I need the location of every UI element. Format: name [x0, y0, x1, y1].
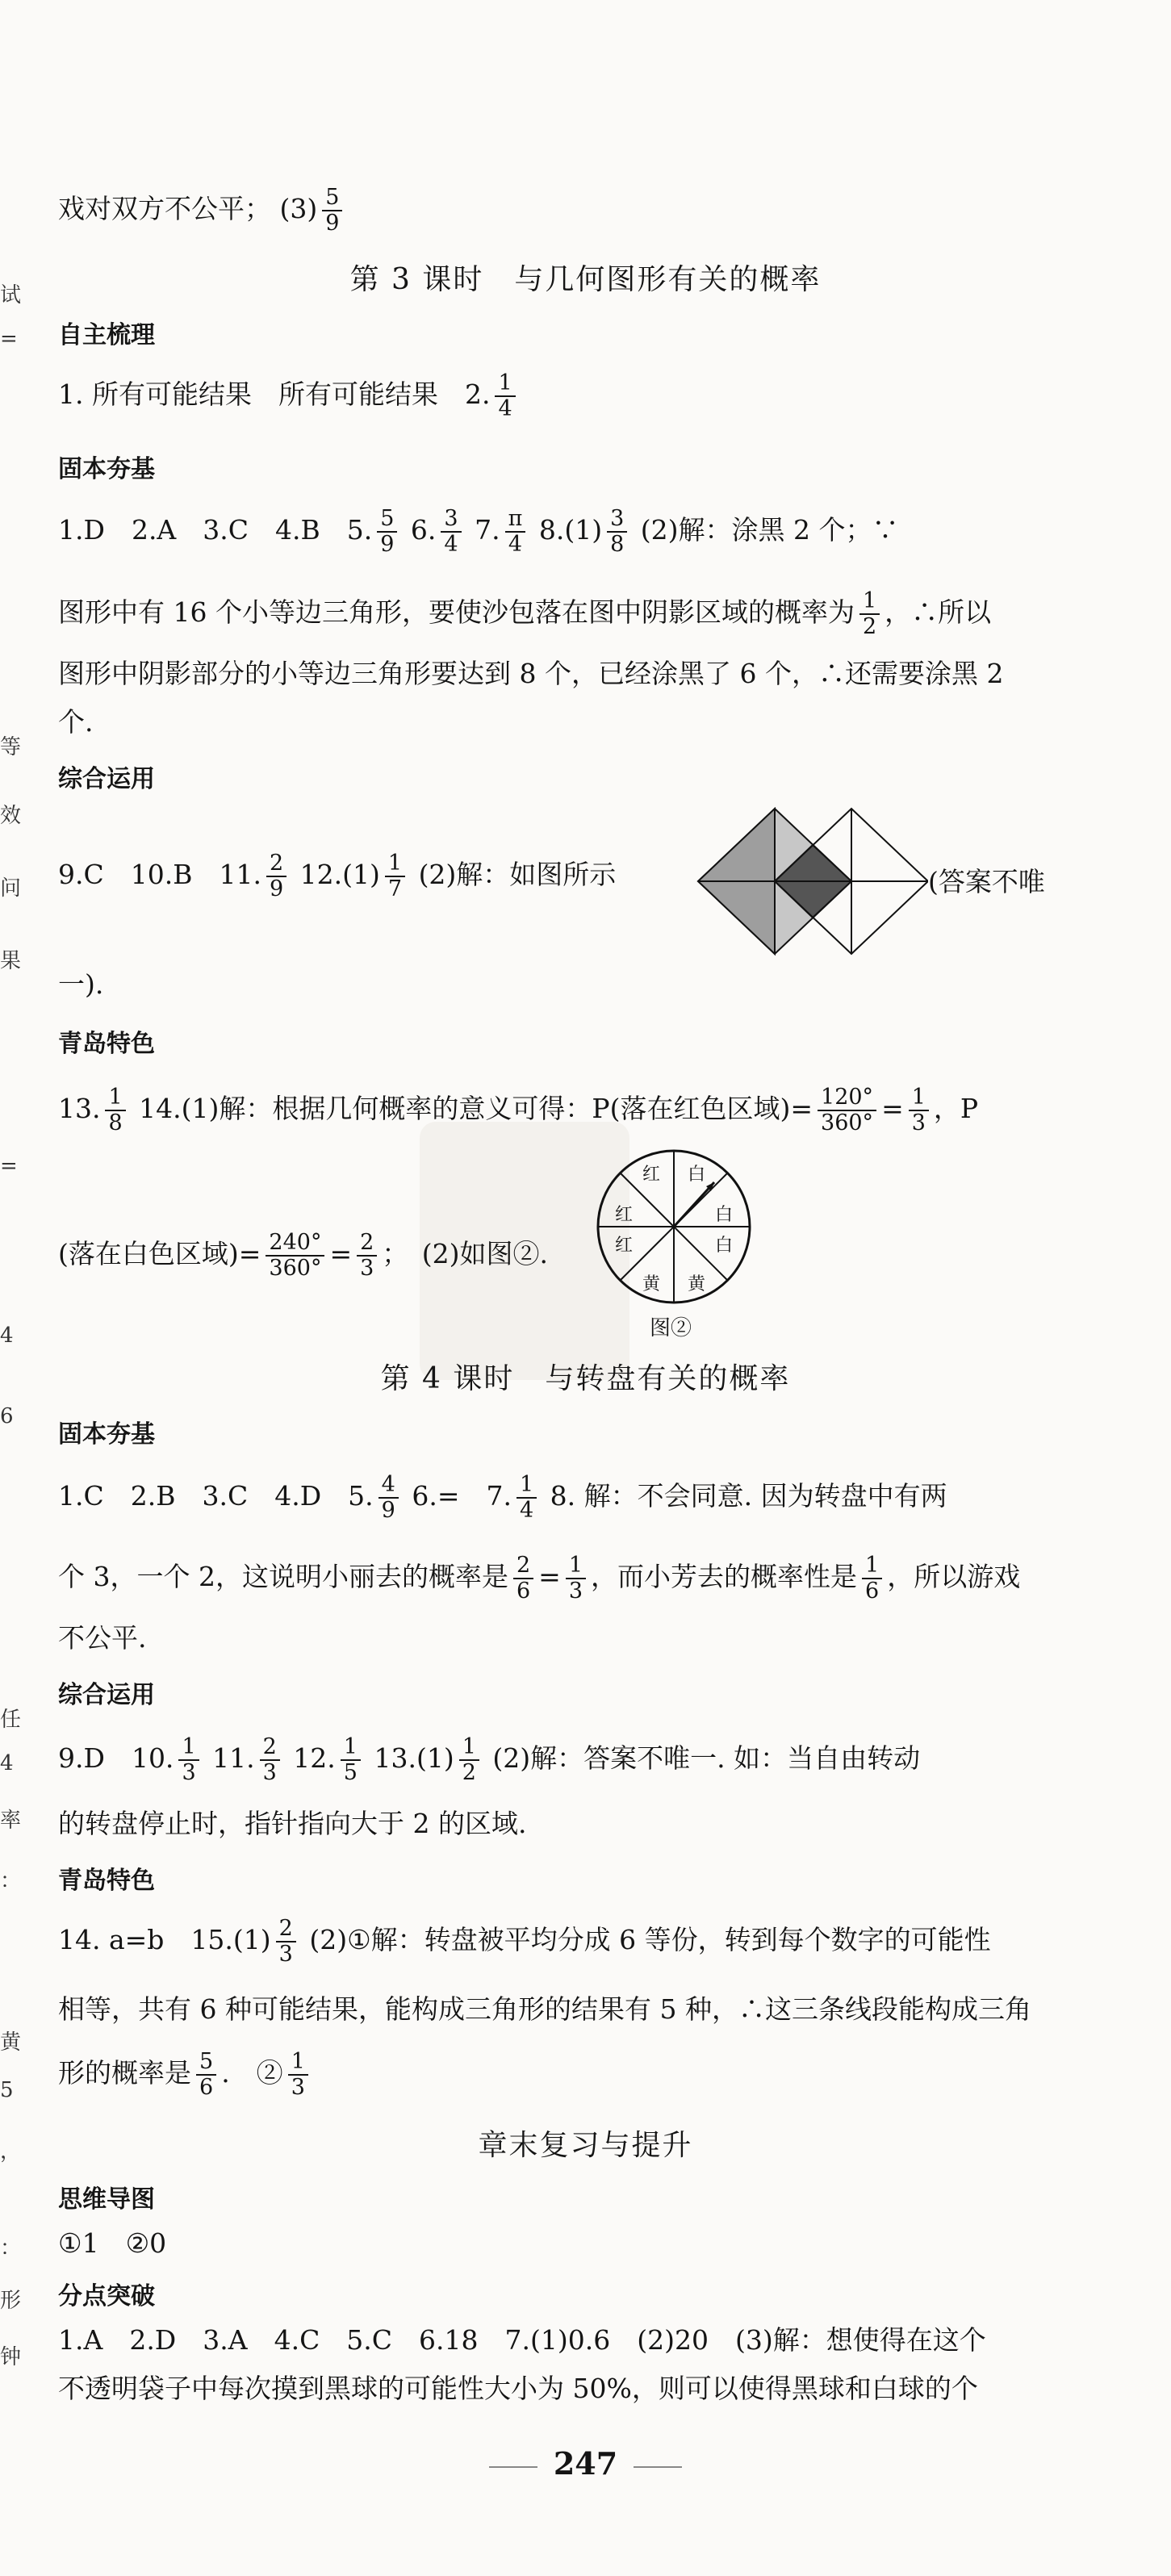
- wheel-label: 白: [687, 1165, 706, 1185]
- text: ； (2)如图②.: [382, 1238, 549, 1269]
- denominator: 9: [381, 1498, 395, 1523]
- text: =: [538, 1561, 561, 1592]
- section-heading: 思维导图: [58, 2185, 155, 2214]
- edge-char: =: [0, 327, 18, 351]
- fraction: [862, 1554, 882, 1604]
- text: 14.(1)解：根据几何概率的意义可得：P(落在红色区域)=: [139, 1093, 813, 1124]
- fraction: [378, 1473, 399, 1523]
- text: 12.: [293, 1742, 336, 1774]
- text: 12.(1): [299, 859, 380, 890]
- answer-line-tail: (答案不唯: [928, 866, 1045, 897]
- numerator: 3: [441, 507, 461, 533]
- text: 8.(1): [538, 514, 603, 546]
- edge-char: 问: [0, 876, 22, 901]
- edge-char: 5: [0, 2078, 14, 2102]
- numerator: 5: [377, 507, 397, 533]
- text: (落在白色区域)=: [58, 1238, 261, 1269]
- answer-line: [58, 2050, 313, 2100]
- denominator: 8: [108, 1110, 123, 1135]
- numerator: 3: [607, 507, 627, 533]
- denominator: 7: [387, 876, 403, 901]
- denominator: 3: [262, 1760, 277, 1785]
- edge-char: 4: [0, 1324, 14, 1348]
- fraction: [322, 186, 342, 236]
- numerator: 1: [459, 1735, 479, 1761]
- wheel-label: 红: [614, 1205, 634, 1225]
- denominator: 360°: [269, 1256, 322, 1281]
- answer-line: 相等，共有 6 种可能结果，能构成三角形的结果有 5 种，∴这三条线段能构成三角: [58, 1993, 1031, 2025]
- section-heading: 综合运用: [58, 1681, 155, 1709]
- numerator: 1: [105, 1085, 125, 1111]
- answer-line: [58, 1735, 920, 1785]
- page-number: [0, 2445, 1171, 2482]
- answer-line: 不公平.: [58, 1622, 147, 1654]
- edge-char: 试: [0, 283, 22, 307]
- chapter-title: 章末复习与提升: [478, 2129, 693, 2162]
- denominator: 8: [610, 532, 625, 557]
- denominator: 3: [568, 1579, 583, 1604]
- numerator: 1: [909, 1085, 929, 1111]
- text: 11.: [212, 1742, 255, 1774]
- numerator: 2: [276, 1917, 296, 1942]
- lesson-title: 第 3 课时 与几何图形有关的概率: [349, 263, 822, 296]
- numerator: 1: [862, 1554, 882, 1579]
- numerator: π: [505, 507, 526, 533]
- numerator: 1: [495, 371, 515, 397]
- fraction: [341, 1735, 361, 1785]
- edge-char: ，: [0, 2139, 22, 2164]
- numerator: 2: [513, 1554, 533, 1579]
- fraction: [505, 507, 526, 557]
- numerator: 1: [516, 1473, 537, 1499]
- numerator: 1: [288, 2050, 308, 2076]
- text: ，P: [933, 1093, 979, 1124]
- answer-line: [58, 851, 616, 901]
- section-heading: 青岛特色: [58, 1867, 155, 1895]
- numerator: 2: [266, 851, 286, 877]
- fraction: [513, 1554, 533, 1604]
- text: 9.D 10.: [58, 1742, 174, 1774]
- numerator: 2: [357, 1231, 377, 1257]
- denominator: 4: [508, 532, 523, 557]
- answer-line: [58, 1473, 947, 1523]
- numerator: 240°: [266, 1231, 324, 1257]
- text: 13.: [58, 1093, 101, 1124]
- numerator: 4: [378, 1473, 399, 1499]
- edge-char: ：: [0, 1869, 22, 1893]
- denominator: 5: [343, 1760, 358, 1785]
- denominator: 6: [865, 1579, 880, 1604]
- numerator: 1: [341, 1735, 361, 1761]
- text: 1.D 2.A 3.C 4.B 5.: [58, 514, 373, 546]
- edge-char: 效: [0, 804, 22, 828]
- denominator: 6: [516, 1579, 531, 1604]
- denominator: 3: [291, 2075, 305, 2100]
- denominator: 3: [911, 1110, 926, 1135]
- lesson-title: 第 4 课时 与转盘有关的概率: [380, 1362, 791, 1395]
- fraction: [495, 371, 515, 421]
- wheel-label: 红: [614, 1236, 634, 1256]
- fraction: [377, 507, 397, 557]
- edge-char: 率: [0, 1809, 22, 1833]
- numerator: 5: [196, 2050, 216, 2076]
- fraction: [566, 1554, 586, 1604]
- fraction: [276, 1917, 296, 1967]
- figure-caption: 图②: [650, 1316, 692, 1340]
- text: (2)解：如图所示: [418, 859, 617, 890]
- text: 6.= 7.: [412, 1480, 512, 1512]
- fraction: [196, 2050, 216, 2100]
- text: 1. 所有可能结果 所有可能结果 2.: [58, 378, 491, 410]
- denominator: 4: [444, 532, 458, 557]
- text: 9.C 10.B 11.: [58, 859, 261, 890]
- fraction: [385, 851, 405, 901]
- text: =: [329, 1238, 353, 1269]
- edge-char: 任: [0, 1708, 22, 1732]
- text: 形的概率是: [58, 2057, 191, 2089]
- fraction: [459, 1735, 479, 1785]
- denominator: 2: [862, 614, 877, 639]
- text: =: [881, 1093, 904, 1124]
- fraction: [178, 1735, 199, 1785]
- text: 13.(1): [374, 1742, 454, 1774]
- text: ，∴所以: [885, 596, 992, 628]
- answer-line: 一).: [58, 968, 104, 1000]
- section-heading: 自主梳理: [58, 321, 155, 349]
- numerator: 1: [859, 589, 880, 615]
- wheel-label: 白: [714, 1236, 734, 1256]
- divider: [634, 2466, 682, 2468]
- denominator: 9: [380, 532, 395, 557]
- answer-line: [58, 1085, 978, 1135]
- answer-line: ①1 ②0: [58, 2227, 167, 2259]
- section-heading: 分点突破: [58, 2282, 155, 2310]
- numerator: 120°: [818, 1085, 876, 1111]
- answer-line: [58, 589, 991, 639]
- denominator: 3: [278, 1942, 293, 1967]
- answer-line: [58, 507, 899, 557]
- text: 8. 解：不会同意. 因为转盘中有两: [550, 1480, 947, 1512]
- fraction: [818, 1085, 876, 1135]
- denominator: 4: [498, 396, 512, 421]
- answer-line: [58, 1554, 1020, 1604]
- numerator: 5: [322, 186, 342, 211]
- denominator: 2: [462, 1760, 476, 1785]
- denominator: 360°: [821, 1110, 874, 1135]
- wheel-label: 红: [642, 1165, 661, 1185]
- answer-line: [58, 371, 521, 421]
- denominator: 3: [182, 1760, 196, 1785]
- page-number-text: 247: [553, 2445, 618, 2482]
- text: (2)解：答案不唯一. 如：当自由转动: [492, 1742, 921, 1774]
- edge-char: 6: [0, 1404, 14, 1428]
- fraction: [516, 1473, 537, 1523]
- numerator: 2: [260, 1735, 280, 1761]
- fraction: [266, 851, 286, 901]
- answer-line: 不透明袋子中每次摸到黑球的可能性大小为 50%，则可以使得黑球和白球的个: [58, 2373, 978, 2404]
- numerator: 1: [385, 851, 405, 877]
- edge-char: 形: [0, 2289, 22, 2313]
- answer-line: 图形中阴影部分的小等边三角形要达到 8 个，已经涂黑了 6 个，∴还需要涂黑 2: [58, 658, 1004, 689]
- fraction: [607, 507, 627, 557]
- fraction: [260, 1735, 280, 1785]
- text: 6.: [410, 514, 437, 546]
- edge-char: 钟: [0, 2345, 22, 2369]
- spinner-wheel: [593, 1146, 755, 1307]
- section-heading: 固本夯基: [58, 455, 155, 483]
- edge-char: 等: [0, 735, 22, 759]
- denominator: 6: [199, 2075, 214, 2100]
- diamond-figure: [694, 807, 928, 956]
- text: (2)解：涂黑 2 个；∵: [640, 514, 899, 546]
- section-heading: 固本夯基: [58, 1420, 155, 1449]
- answer-line: [58, 186, 347, 236]
- wheel-label: 黄: [642, 1274, 661, 1294]
- edge-char: ：: [0, 2236, 22, 2260]
- text: 戏对双方不公平； (3): [58, 193, 318, 224]
- text: 1.C 2.B 3.C 4.D 5.: [58, 1480, 374, 1512]
- fraction: [441, 507, 461, 557]
- edge-char: 4: [0, 1751, 14, 1775]
- fraction: [288, 2050, 308, 2100]
- text: 图形中有 16 个小等边三角形，要使沙包落在图中阴影区域的概率为: [58, 596, 855, 628]
- text: ，所以游戏: [887, 1561, 1021, 1592]
- wheel-label: 黄: [687, 1274, 706, 1294]
- answer-line: [58, 1917, 991, 1967]
- text: 14. a=b 15.(1): [58, 1924, 271, 1955]
- pointer: [674, 1182, 714, 1227]
- text: 个 3，一个 2，这说明小丽去的概率是: [58, 1561, 508, 1592]
- text: 7.: [475, 514, 500, 546]
- numerator: 1: [178, 1735, 199, 1761]
- edge-char: 黄: [0, 2030, 22, 2055]
- text: . ②: [221, 2057, 283, 2089]
- edge-char: =: [0, 1154, 18, 1178]
- numerator: 1: [566, 1554, 586, 1579]
- fraction: [859, 589, 880, 639]
- text: (2)①解：转盘被平均分成 6 等份，转到每个数字的可能性: [309, 1924, 991, 1955]
- fraction: [357, 1231, 377, 1281]
- denominator: 9: [325, 211, 340, 236]
- denominator: 4: [519, 1498, 534, 1523]
- text: ，而小芳去的概率性是: [591, 1561, 858, 1592]
- denominator: 9: [269, 876, 284, 901]
- answer-line: [58, 1231, 548, 1281]
- edge-char: 果: [0, 949, 22, 973]
- answer-line: 的转盘停止时，指针指向大于 2 的区域.: [58, 1808, 527, 1839]
- answer-line: 1.A 2.D 3.A 4.C 5.C 6.18 7.(1)0.6 (2)20 (3)解：想使得在这个: [58, 2324, 986, 2356]
- wheel-label: 白: [714, 1205, 734, 1225]
- fraction: [909, 1085, 929, 1135]
- section-heading: 青岛特色: [58, 1030, 155, 1058]
- fraction: [105, 1085, 125, 1135]
- denominator: 3: [360, 1256, 374, 1281]
- section-heading: 综合运用: [58, 765, 155, 793]
- answer-line: 个.: [58, 706, 94, 738]
- divider: [489, 2466, 537, 2468]
- fraction: [266, 1231, 324, 1281]
